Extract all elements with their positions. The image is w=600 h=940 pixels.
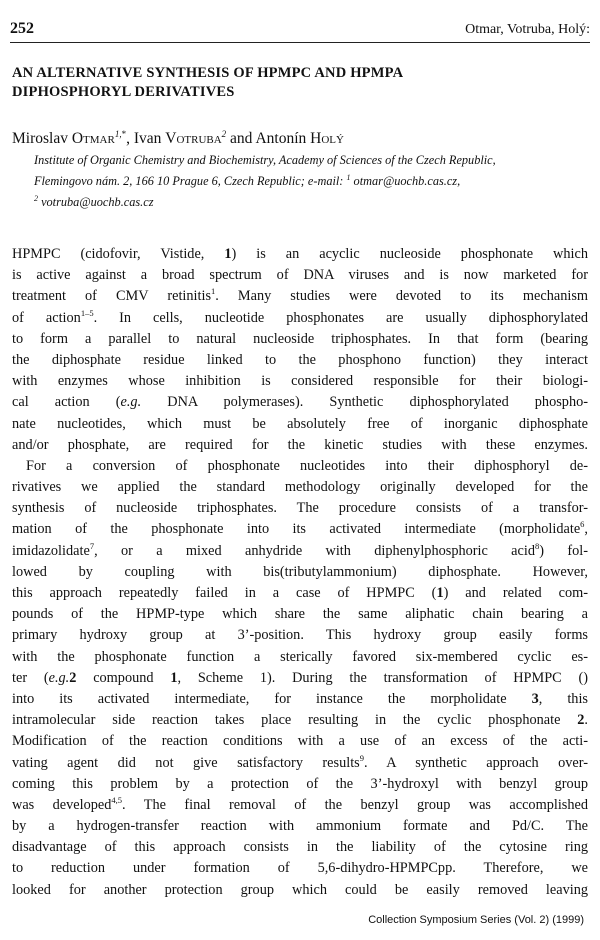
- paragraph-2: [12, 456, 588, 901]
- text-segment: For a conversion of phosphonate nucleotides into their diphosphoryl de-: [26, 457, 588, 474]
- text-line: [12, 583, 588, 604]
- author-1-first: Miroslav: [12, 130, 72, 148]
- text-segment: vating agent did not give satisfactory results: [12, 754, 360, 771]
- author-1-affil: 1,: [114, 129, 122, 139]
- text-segment: Modification of the reaction conditions with a use of an excess of the acti-: [12, 733, 588, 750]
- text-segment: coming this problem by a protection of the 3’-hydroxyl with benzyl group: [12, 775, 588, 792]
- running-head: Otmar, Votruba, Holý:: [465, 22, 590, 37]
- text-line: [12, 774, 588, 795]
- text-segment: into its activated intermediate, for instance the morpholidate: [12, 690, 532, 707]
- text-segment: ) is an acyclic nucleoside phosphonate which: [231, 246, 588, 262]
- page-number: 252: [10, 20, 34, 37]
- compound-number: 1: [170, 669, 178, 686]
- title-line-1: AN ALTERNATIVE SYNTHESIS OF HPMPC AND HPMPA: [12, 65, 404, 81]
- text-segment: , or a mixed anhydride with diphenylphosphoric acid: [94, 542, 535, 559]
- text-line: [12, 371, 588, 392]
- text-segment: to reduction under formation of 5,6-dihydro-HPMPCpp. Therefore, we: [12, 860, 588, 877]
- text-line: [12, 350, 588, 371]
- text-segment: rivatives we applied the standard methodology originally developed for the: [12, 479, 588, 496]
- text-line: [12, 244, 588, 265]
- text-line: [12, 816, 588, 837]
- author-2-last: Votruba: [165, 130, 222, 148]
- text-line: [12, 625, 588, 646]
- text-line: [12, 668, 588, 689]
- reference-superscript: 1: [211, 286, 216, 297]
- corresponding-star: *: [121, 129, 127, 139]
- text-segment: with the phosphonate function a sterically favored six-membered cyclic es-: [12, 648, 588, 665]
- text-line: [12, 477, 588, 498]
- text-line: [12, 456, 588, 477]
- text-segment: lowed by coupling with bis(tributylammonium) diphosphate. However,: [12, 563, 588, 580]
- body-text: [12, 244, 588, 901]
- text-segment: , this: [538, 690, 588, 707]
- text-segment: to form a parallel to natural nucleoside triphosphates. In that form (bearing: [12, 330, 588, 347]
- text-segment: , Scheme 1). During the transformation of HPMPC (: [177, 669, 584, 686]
- affiliation-marker-1: 1: [346, 173, 351, 182]
- text-segment: was developed: [12, 796, 112, 813]
- text-segment: intramolecular side reaction takes place resulting in the cyclic phosphonate: [12, 712, 578, 729]
- text-segment: looked for another protection group which could be easily removed leaving: [12, 881, 588, 898]
- italic-text: e.g.: [120, 394, 142, 411]
- author-2-affil: 2: [221, 129, 227, 139]
- text-segment: . A synthetic approach over-: [364, 754, 588, 771]
- italic-text: e.g.: [48, 669, 70, 686]
- text-segment: . The final removal of the benzyl group was accomplished: [122, 796, 588, 813]
- text-segment: ) and related com-: [443, 585, 588, 601]
- text-line: [12, 414, 588, 435]
- email-1: otmar@uochb.cas.cz,: [350, 174, 461, 189]
- text-line: [12, 731, 588, 752]
- text-line: [12, 392, 588, 413]
- text-segment: is active against a broad spectrum of DNA viruses and is now marketed for: [12, 267, 588, 284]
- reference-superscript: 8: [535, 540, 540, 551]
- compound-number: 1: [224, 246, 232, 262]
- text-line: [12, 562, 588, 583]
- text-segment: HPMPC (cidofovir, Vistide,: [12, 246, 225, 262]
- article-title: [12, 64, 572, 102]
- author-1-last: Otmar: [71, 130, 115, 148]
- reference-superscript: 9: [359, 752, 364, 763]
- email-2: votruba@uochb.cas.cz: [38, 195, 154, 210]
- text-line: [12, 265, 588, 286]
- text-line: [12, 880, 588, 901]
- text-segment: ): [583, 669, 588, 686]
- affiliation-marker-2: 2: [34, 194, 38, 204]
- compound-number: 2: [577, 712, 585, 729]
- affiliation-line-1: Institute of Organic Chemistry and Biochemistry, Academy of Sciences of the Czech Republic,: [34, 153, 496, 167]
- author-list: [12, 129, 344, 148]
- compound-number: 3: [531, 690, 539, 707]
- compound-number: 1: [436, 585, 444, 601]
- author-3-last: Holý: [310, 130, 344, 148]
- page-footer: Collection Symposium Series (Vol. 2) (1999): [368, 914, 584, 926]
- text-segment: cal action (: [12, 394, 121, 411]
- affiliation-line-2: [34, 169, 590, 190]
- text-segment: DNA polymerases). Synthetic diphosphorylated phospho-: [141, 394, 588, 411]
- text-line: [12, 689, 588, 710]
- page-header: [10, 20, 590, 43]
- compound-number: 2: [69, 669, 77, 686]
- affiliation: [34, 152, 590, 211]
- text-segment: and/or phosphate, are required for the kinetic studies with these enzymes.: [12, 436, 588, 453]
- text-segment: . In cells, nucleotide phosphonates are usually diphosphorylated: [93, 309, 588, 326]
- text-segment: ) fol-: [539, 542, 588, 559]
- text-segment: mation of the phosphonate into its activated intermediate (morpholidate: [12, 521, 581, 538]
- text-line: [12, 329, 588, 350]
- text-line: [12, 837, 588, 858]
- paragraph-1: [12, 244, 588, 456]
- text-segment: treatment of CMV retinitis: [12, 288, 212, 305]
- text-segment: nate nucleotides, which must be absolutely free of inorganic diphosphate: [12, 415, 588, 432]
- text-segment: of action: [12, 309, 81, 326]
- text-line: [12, 604, 588, 625]
- text-line: [12, 795, 588, 816]
- text-segment: this approach repeatedly failed in a case of HPMPC (: [12, 585, 437, 601]
- text-line: [12, 541, 588, 562]
- reference-superscript: 7: [89, 540, 95, 551]
- text-segment: by a hydrogen-transfer reaction with ammonium formate and Pd/C. The: [12, 818, 588, 835]
- text-segment: compound: [76, 669, 171, 686]
- affiliation-address: Flemingovo nám. 2, 166 10 Prague 6, Czech Republic; e-mail:: [34, 174, 347, 189]
- text-segment: imidazolidate: [12, 542, 90, 559]
- text-segment: disadvantage of this approach consists in the liability of the cytosine ring: [12, 839, 588, 856]
- affiliation-line-3: [34, 190, 590, 211]
- text-segment: .: [584, 712, 588, 729]
- text-line: [12, 710, 588, 731]
- text-segment: the diphosphate residue linked to the phosphono function) they interact: [12, 351, 588, 368]
- text-segment: primary hydroxy group at 3’-position. This hydroxy group easily forms: [12, 627, 588, 644]
- text-line: [12, 435, 588, 456]
- author-separator-1: , Ivan: [126, 130, 166, 148]
- text-line: [12, 286, 588, 307]
- reference-superscript: 6: [580, 519, 585, 530]
- text-segment: ter (: [12, 669, 49, 686]
- text-line: [12, 308, 588, 329]
- text-line: [12, 498, 588, 519]
- text-line: [12, 519, 588, 540]
- author-separator-2: and Antonín: [226, 130, 311, 148]
- reference-superscript: 4,5: [111, 795, 123, 806]
- text-segment: ,: [584, 521, 588, 538]
- text-line: [12, 753, 588, 774]
- text-segment: . Many studies were devoted to its mechanism: [215, 288, 588, 305]
- title-line-2: DIPHOSPHORYL DERIVATIVES: [12, 84, 235, 100]
- text-line: [12, 647, 588, 668]
- text-segment: synthesis of nucleoside triphosphates. The procedure consists of a transfor-: [12, 500, 588, 517]
- text-segment: pounds of the HPMP-type which share the same aliphatic chain bearing a: [12, 606, 588, 623]
- text-line: [12, 858, 588, 879]
- reference-superscript: 1–5: [80, 307, 94, 318]
- text-segment: with enzymes whose inhibition is considered responsible for their biologi-: [12, 373, 588, 390]
